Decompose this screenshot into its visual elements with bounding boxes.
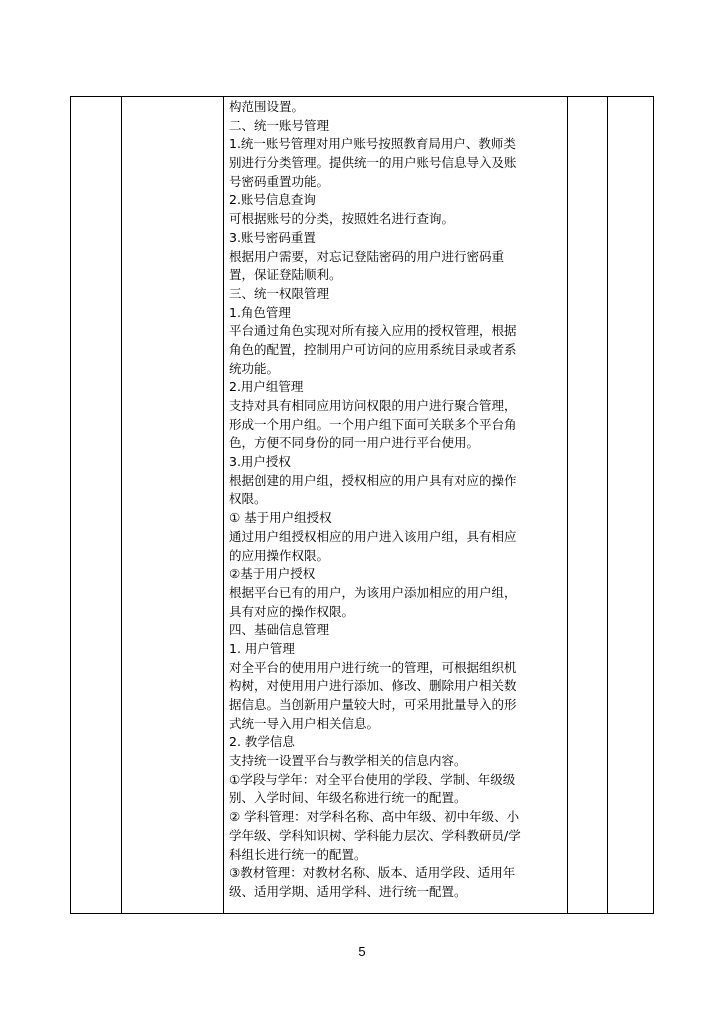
table-column-divider <box>223 97 224 913</box>
text-line: ③教材管理：对教材名称、版本、适用学段、适用年 <box>229 865 516 881</box>
table-column-divider <box>607 97 608 913</box>
text-line: 角色的配置，控制用户可访问的应用系统目录或者系 <box>229 341 517 357</box>
table-cell-description <box>229 98 565 902</box>
text-line: ①学段与学年：对全平台使用的学段、学制、年级级 <box>229 771 516 787</box>
text-line: 置，保证登陆顺利。 <box>229 267 342 283</box>
text-line: 支持对具有相同应用访问权限的用户进行聚合管理， <box>229 398 517 413</box>
text-line: 构范围设置。 <box>229 99 305 114</box>
text-line: 1. 用户管理 <box>229 640 295 656</box>
text-line: 形成一个用户组。一个用户组下面可关联多个平台角 <box>229 416 517 432</box>
text-line: 平台通过角色实现对所有接入应用的授权管理，根据 <box>229 323 517 339</box>
page-number: 5 <box>358 944 366 959</box>
text-line: 的应用操作权限。 <box>229 547 330 563</box>
text-line: 具有对应的操作权限。 <box>229 603 355 619</box>
text-line: 根据用户需要，对忘记登陆密码的用户进行密码重 <box>229 248 505 264</box>
text-line: 1.统一账号管理对用户账号按照教育局用户、教师类 <box>229 136 516 152</box>
text-line: 构树，对使用用户进行添加、修改、删除用户相关数 <box>229 678 517 694</box>
text-line: 根据平台已有的用户，为该用户添加相应的用户组， <box>229 584 517 600</box>
text-line: ① 基于用户组授权 <box>229 510 332 526</box>
text-line: 可根据账号的分类，按照姓名进行查询。 <box>229 211 455 227</box>
text-line: 对全平台的使用用户进行统一的管理，可根据组织机 <box>229 659 517 675</box>
table-column-divider <box>121 97 122 913</box>
text-line: 3.账号密码重置 <box>229 229 316 245</box>
text-line: 号密码重置功能。 <box>229 173 330 189</box>
text-line: 3.用户授权 <box>229 454 291 470</box>
text-line: 2.用户组管理 <box>229 379 304 395</box>
text-line: 色，方便不同身份的同一用户进行平台使用。 <box>229 435 480 451</box>
text-line: 三、统一权限管理 <box>229 285 330 301</box>
text-line: 支持统一设置平台与教学相关的信息内容。 <box>229 753 467 769</box>
text-line: 2.账号信息查询 <box>229 192 316 208</box>
text-line: ② 学科管理：对学科名称、高中年级、初中年级、小 <box>229 809 520 825</box>
table-column-divider <box>567 97 568 913</box>
text-line: 式统一导入用户相关信息。 <box>229 715 380 731</box>
text-line: 科组长进行统一的配置。 <box>229 846 367 862</box>
text-line: 二、统一账号管理 <box>229 117 330 133</box>
text-line: 2. 教学信息 <box>229 734 295 750</box>
content-table <box>70 96 654 914</box>
text-line: 别进行分类管理。提供统一的用户账号信息导入及账 <box>229 155 517 171</box>
text-line: 级、适用学期、适用学科、进行统一配置。 <box>229 883 467 899</box>
text-line: 据信息。当创新用户量较大时，可采用批量导入的形 <box>229 697 517 712</box>
text-line: 学年级、学科知识树、学科能力层次、学科教研员/学 <box>229 827 521 843</box>
text-line: 1.角色管理 <box>229 304 291 320</box>
text-line: 权限。 <box>229 491 267 507</box>
text-line: ②基于用户授权 <box>229 566 316 582</box>
text-line: 统功能。 <box>229 360 280 376</box>
text-line: 根据创建的用户组，授权相应的用户具有对应的操作 <box>229 472 517 488</box>
text-line: 通过用户组授权相应的用户进入该用户组，具有相应 <box>229 528 517 544</box>
text-line: 别、入学时间、年级名称进行统一的配置。 <box>229 790 467 806</box>
text-line: 四、基础信息管理 <box>229 622 330 638</box>
